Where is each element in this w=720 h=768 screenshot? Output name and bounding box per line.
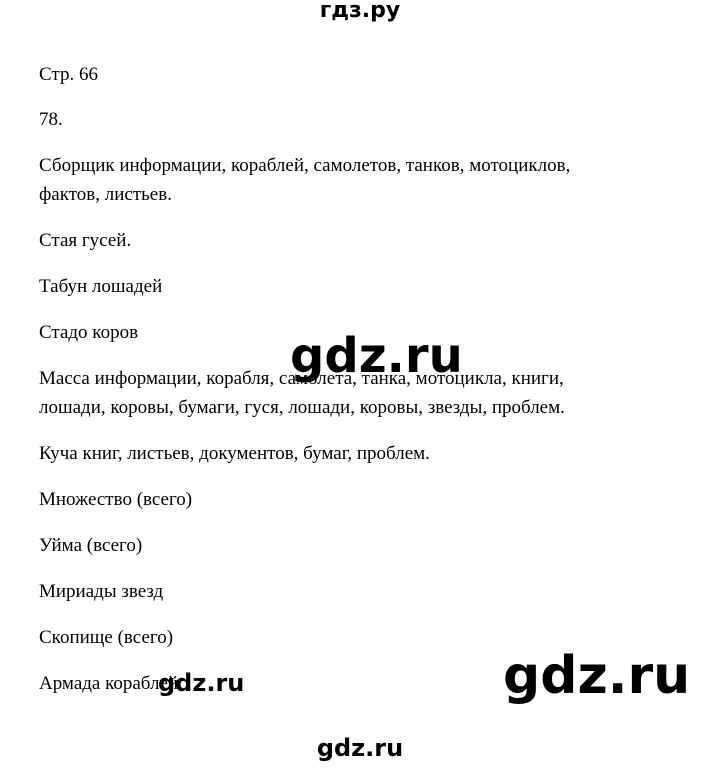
paragraph-line: Сборщик информации, кораблей, самолетов, танков, мотоциклов, — [39, 155, 571, 176]
paragraph-line: лошади, коровы, бумаги, гуся, лошади, коровы, звезды, проблем. — [39, 397, 565, 418]
page-label: Стр. 66 — [39, 64, 98, 85]
paragraph-line: фактов, листьев. — [39, 184, 172, 205]
paragraph-heap: Куча книг, листьев, документов, бумаг, проблем. — [39, 443, 430, 464]
paragraph-flock: Стая гусей. — [39, 230, 132, 251]
watermark-right: gdz.ru — [503, 646, 691, 706]
paragraph-line: Масса информации, корабля, самолета, танка, мотоцикла, книги, — [39, 368, 564, 389]
watermark-small: gdz.ru — [158, 669, 245, 697]
watermark-footer: gdz.ru — [316, 734, 404, 762]
watermark-header: гдз.ру — [319, 0, 401, 23]
paragraph-collectors — [39, 151, 689, 209]
paragraph-armada: Армада кораблей. — [39, 673, 183, 694]
task-number: 78. — [39, 109, 63, 130]
paragraph-lots: Уйма (всего) — [39, 535, 143, 556]
paragraph-herd-horses: Табун лошадей — [39, 276, 163, 297]
paragraph-myriads: Мириады звезд — [39, 581, 164, 602]
paragraph-herd-cows: Стадо коров — [39, 322, 139, 343]
paragraph-multitude: Множество (всего) — [39, 489, 193, 510]
watermark-center: gdz.ru — [290, 328, 463, 384]
paragraph-crowd: Скопище (всего) — [39, 627, 174, 648]
